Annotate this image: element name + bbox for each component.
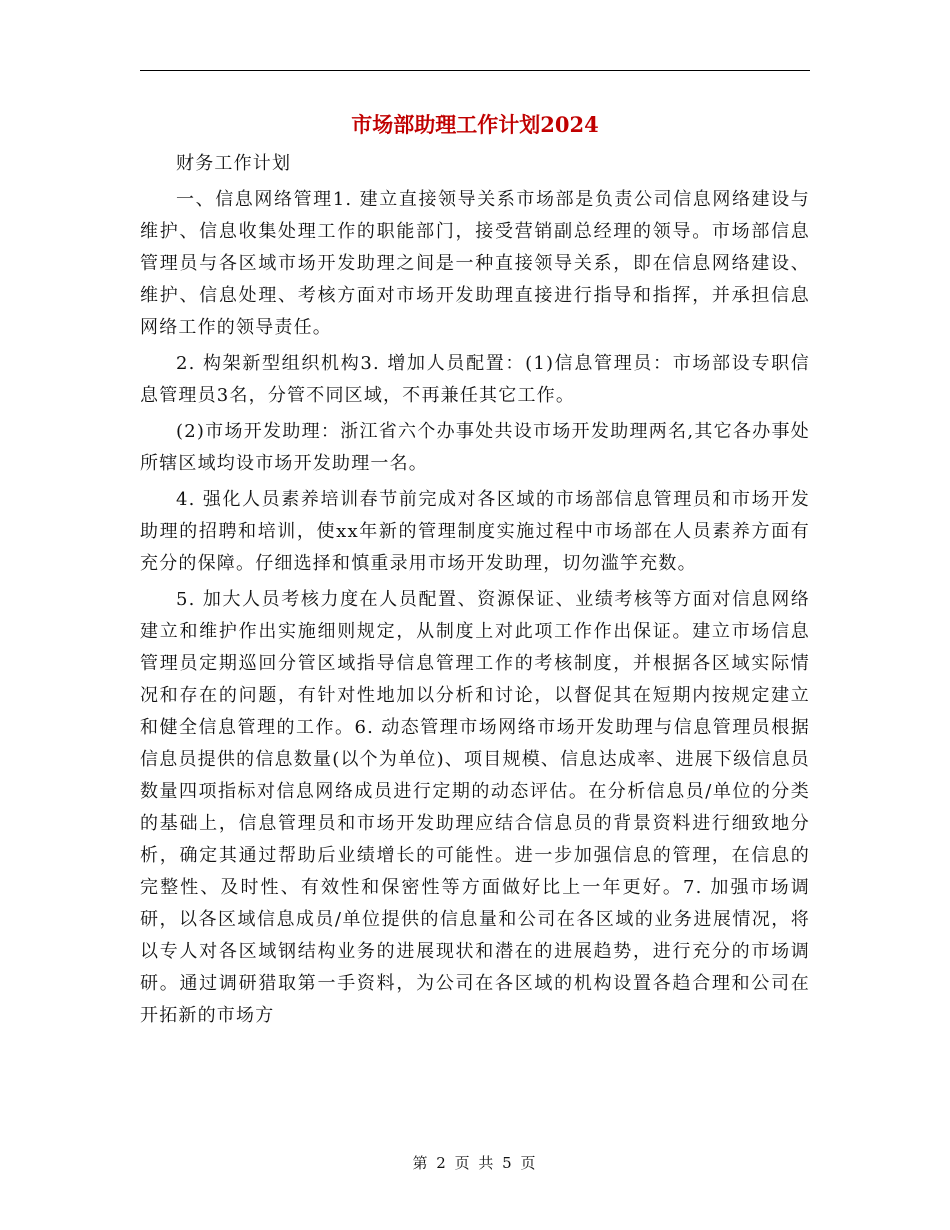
paragraph: 一、信息网络管理1. 建立直接领导关系市场部是负责公司信息网络建设与维护、信息收集处理工作的职能部门，接受营销副总经理的领导。市场部信息管理员与各区域市场开发助理之间是一种直接领导关系，即在信息网络建设、维护、信息处理、考核方面对市场开发助理直接进行指导和指挥，并承担信息网络工作的领导责任。 <box>140 189 810 338</box>
document-body <box>140 148 810 1036</box>
page-number: 第 2 页 共 5 页 <box>412 1154 538 1172</box>
document-title: 市场部助理工作计划2024 <box>351 112 599 137</box>
paragraph: 2. 构架新型组织机构3. 增加人员配置：(1)信息管理员：市场部设专职信息管理员3名，分管不同区域，不再兼任其它工作。 <box>140 353 810 406</box>
header-rule <box>140 70 810 71</box>
paragraph-subtitle: 财务工作计划 <box>176 153 292 174</box>
paragraph: 5. 加大人员考核力度在人员配置、资源保证、业绩考核等方面对信息网络建立和维护作出实施细则规定，从制度上对此项工作作出保证。建立市场信息管理员定期巡回分管区域指导信息管理工作的考核制度，并根据各区域实际情况和存在的问题，有针对性地加以分析和讨论，以督促其在短期内按规定建立和健全信息管理的工作。6. 动态管理市场网络市场开发助理与信息管理员根据信息员提供的信息数量(以个为单位)、项目规模、信息达成率、进展下级信息员数量四项指标对信息网络成员进行定期的动态评估。在分析信息员/单位的分类的基础上，信息管理员和市场开发助理应结合信息员的背景资料进行细致地分析，确定其通过帮助后业绩增长的可能性。进一步加强信息的管理，在信息的完整性、及时性、有效性和保密性等方面做好比上一年更好。7. 加强市场调研，以各区域信息成员/单位提供的信息量和公司在各区域的业务进展情况，将以专人对各区域钢结构业务的进展现状和潜在的进展趋势，进行充分的市场调研。通过调研猎取第一手资料，为公司在各区域的机构设置各趋合理和公司在开拓新的市场方 <box>140 589 810 1026</box>
paragraph: 4. 强化人员素养培训春节前完成对各区域的市场部信息管理员和市场开发助理的招聘和培训，使xx年新的管理制度实施过程中市场部在人员素养方面有充分的保障。仔细选择和慎重录用市场开发助理，切勿滥竽充数。 <box>140 489 810 574</box>
paragraph: (2)市场开发助理：浙江省六个办事处共设市场开发助理两名,其它各办事处所辖区域均设市场开发助理一名。 <box>140 421 810 474</box>
